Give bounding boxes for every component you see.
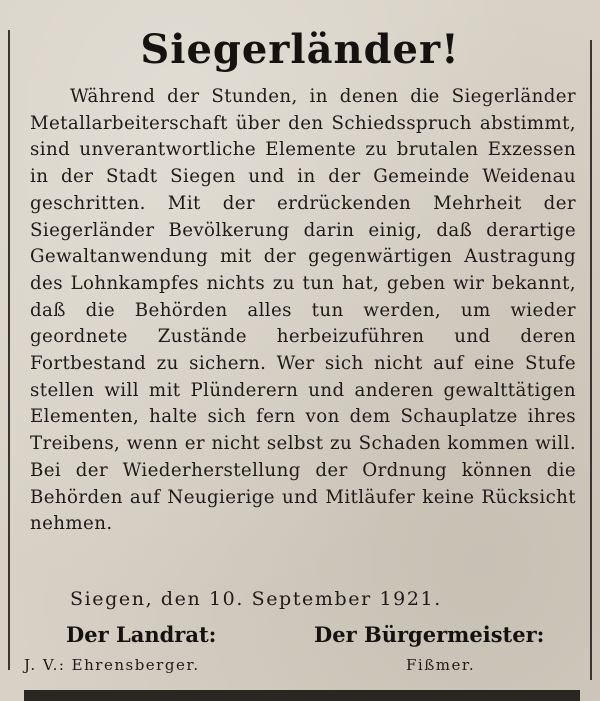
bottom-border-band [24,690,580,701]
signature-name-buergermeister: Fißmer. [406,656,476,674]
headline: Siegerländer! [140,26,460,73]
right-column-rule [590,40,592,680]
left-column-rule [8,30,10,670]
signature-title-landrat: Der Landrat: [66,622,217,647]
signature-title-buergermeister: Der Bürgermeister: [314,622,545,647]
dateline: Siegen, den 10. September 1921. [70,588,442,610]
signature-name-landrat: J. V.: Ehrensberger. [24,656,200,674]
notice-body: Während der Stunden, in denen die Siegerländer Metallarbeiterschaft über den Schiedsspruch abstimmt, sind unverantwortliche Elemente zu brutalen Exzessen in der Stadt Siegen und in der Gemeinde Weidenau geschritten. Mit der erdrückenden Mehrheit der Siegerländer Bevölkerung darin einig, daß derartige Gewaltanwendung mit der gegenwärtigen Austragung des Lohnkampfes nichts zu tun hat, geben wir bekannt, daß die Behörden alles tun werden, um wieder geordnete Zustände herbeizuführen und deren Fortbestand zu sichern. Wer sich nicht auf eine Stufe stellen will mit Plünderern und anderen gewalttätigen Elementen, halte sich fern von dem Schauplatze ihres Treibens, wenn er nicht selbst zu Schaden kommen will. Bei der Wiederherstellung der Ordnung können die Behörden auf Neugierige und Mitläufer keine Rücksicht nehmen. [30,86,576,535]
